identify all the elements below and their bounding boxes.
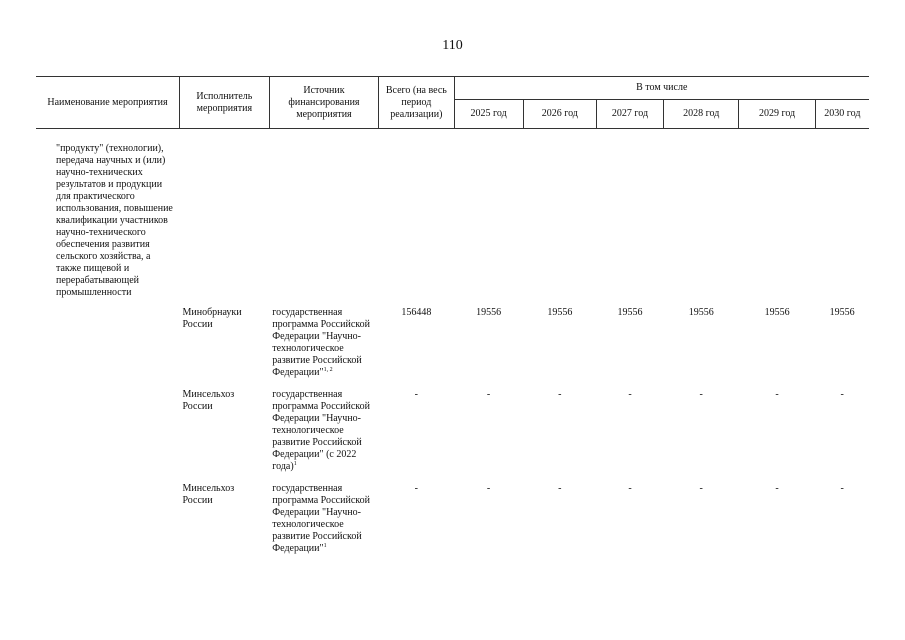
executor-cell: Минсельхоз России (182, 389, 235, 412)
footnote-ref: 1 (323, 543, 327, 549)
header-total: Всего (на весь период реализации) (379, 77, 454, 129)
header-year-2029: 2029 год (739, 100, 815, 129)
value-2026: - (558, 389, 562, 400)
value-2030: - (840, 389, 844, 400)
value-2025: 19556 (476, 307, 502, 318)
value-2028: 19556 (688, 307, 714, 318)
value-2028: - (699, 483, 703, 494)
value-2029: - (775, 389, 779, 400)
header-year-2025: 2025 год (454, 100, 523, 129)
header-executor: Исполнитель мероприятия (179, 77, 269, 129)
header-year-2027: 2027 год (596, 100, 663, 129)
value-2025: - (486, 483, 491, 494)
value-2027: 19556 (617, 307, 643, 318)
value-2026: 19556 (547, 307, 573, 318)
total-cell: - (414, 389, 419, 400)
table-row (36, 129, 869, 306)
measure-name: "продукту" (технологии), передача научных и (или) научно-технических результатов и продукции для практического использования, повышение квалификации участников научно-технического обеспечения развития сельского хозяйства, а также пищевой и перерабатывающей промышленности (56, 143, 173, 298)
value-2027: - (628, 483, 632, 494)
value-2028: - (699, 389, 703, 400)
funding-source-cell (269, 387, 378, 481)
value-2027: - (628, 389, 632, 400)
table-row (36, 305, 869, 387)
header-year-2030: 2030 год (815, 100, 869, 129)
header-funding-source: Источник финансирования мероприятия (269, 77, 378, 129)
header-including: В том числе (454, 77, 869, 100)
funding-source-cell (269, 481, 378, 563)
header-year-2026: 2026 год (523, 100, 596, 129)
total-cell: - (414, 483, 419, 494)
table-row (36, 387, 869, 481)
funding-source-cell (269, 305, 378, 387)
value-2029: - (775, 483, 779, 494)
header-year-2028: 2028 год (664, 100, 739, 129)
table-row (36, 481, 869, 563)
funding-source-text: государственная программа Российской Федерации "Научно-технологическое развитие Российской Федерации" (272, 483, 370, 554)
value-2029: 19556 (764, 307, 790, 318)
value-2030: 19556 (829, 307, 855, 318)
footnote-ref: 1 (293, 461, 297, 467)
executor-cell: Минсельхоз России (182, 483, 235, 506)
footnote-ref: 1, 2 (323, 367, 333, 373)
value-2025: - (486, 389, 491, 400)
funding-source-text: государственная программа Российской Федерации "Научно-технологическое развитие Российской Федерации" (272, 307, 370, 378)
value-2026: - (558, 483, 562, 494)
total-cell: 156448 (401, 307, 432, 318)
measures-table (36, 76, 869, 563)
header-measure-name: Наименование мероприятия (36, 77, 179, 129)
executor-cell: Минобрнауки России (182, 307, 242, 330)
value-2030: - (840, 483, 844, 494)
page-number: 110 (442, 38, 463, 53)
funding-source-text: государственная программа Российской Федерации "Научно-технологическое развитие Российской Федерации" (с 2022 года) (272, 389, 370, 472)
